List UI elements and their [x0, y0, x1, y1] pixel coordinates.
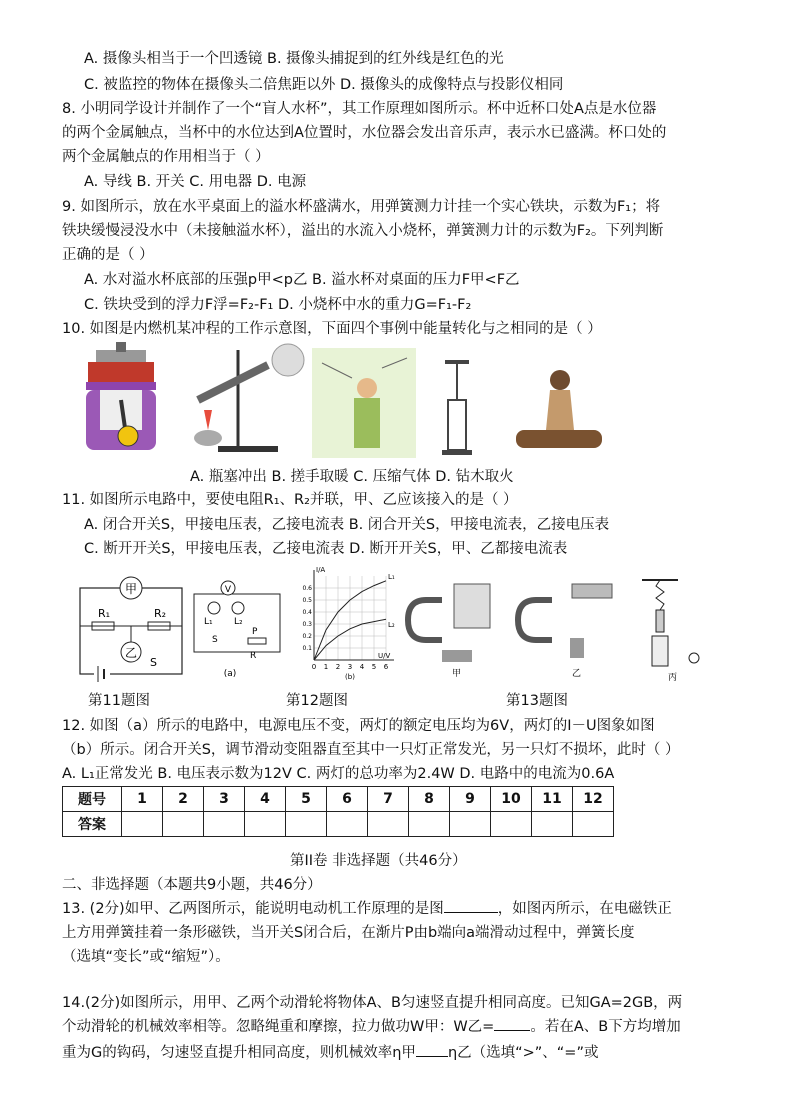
answer-cell[interactable] — [450, 812, 491, 837]
y-tick-label: 0.5 — [302, 597, 312, 604]
q9-option-cd: C. 铁块受到的浮力F浮=F₂-F₁ D. 小烧杯中水的重力G=F₁-F₂ — [84, 297, 472, 313]
r1-label: R₁ — [98, 607, 111, 620]
fig13-jia — [402, 580, 502, 680]
q9-stem-1: 9. 如图所示，放在水平桌面上的溢水杯盛满水，用弹簧测力计挂一个实心铁块，示数为F₁；将 — [62, 199, 661, 215]
answer-table-num: 5 — [286, 787, 327, 812]
q11-option-cd: C. 断开开关S，甲接电压表，乙接电流表 D. 断开开关S，甲、乙都接电流表 — [84, 541, 568, 557]
x-tick-label: 3 — [347, 663, 353, 671]
bottle-cork-figure — [178, 340, 308, 458]
answer-table-num: 10 — [491, 787, 532, 812]
q12-stem-1: 12. 如图（a）所示的电路中，电源电压不变，两灯的额定电压均为6V，两灯的I－U图象如图 — [62, 718, 655, 734]
x-tick-label: 5 — [371, 663, 377, 671]
series-label-1: L₁ — [388, 572, 395, 581]
q11-option-ab: A. 闭合开关S，甲接电压表，乙接电流表 B. 闭合开关S，甲接电流表，乙接电压表 — [84, 517, 610, 533]
fig13-yi-label: 乙 — [572, 669, 582, 679]
q12-stem-2: （b）所示。闭合开关S，调节滑动变阻器直至其中一只灯正常发光，另一只灯不损坏，此时（ ） — [62, 742, 680, 758]
voltmeter-label: V — [224, 585, 232, 595]
switch-s-label: S — [150, 656, 157, 669]
answer-table-num: 11 — [532, 787, 573, 812]
q8-options: A. 导线 B. 开关 C. 用电器 D. 电源 — [84, 174, 307, 190]
section2-heading: 二、非选择题（本题共9小题，共46分） — [62, 877, 322, 893]
p-label: P — [252, 627, 258, 637]
fig13-caption: 第13题图 — [506, 693, 568, 709]
rubbing-hands-figure — [312, 348, 416, 458]
q13-stem-2: 上方用弹簧挂着一条形磁铁，当开关S闭合后，在渐片P由b端向a端滑动过程中，弹簧长度 — [62, 925, 635, 941]
q14-blank-1[interactable] — [494, 1030, 530, 1031]
y-tick-label: 0.1 — [302, 645, 312, 652]
q14-stem-2 — [62, 1016, 681, 1038]
x-tick-label: 1 — [323, 663, 329, 671]
y-tick-label: 0.4 — [302, 609, 312, 616]
q14-text-d: η乙（选填“>”、“=”或 — [447, 1045, 599, 1061]
answer-cell[interactable] — [409, 812, 450, 837]
q14-text-b: 。若在A、B下方均增加 — [530, 1019, 681, 1035]
x-axis-label: U/V — [378, 652, 391, 660]
l1-label: L₁ — [204, 617, 213, 627]
answer-cell[interactable] — [163, 812, 204, 837]
answer-table-num: 3 — [204, 787, 245, 812]
answer-table-num: 8 — [409, 787, 450, 812]
fig13-yi — [512, 580, 622, 680]
q10-stem: 10. 如图是内燃机某冲程的工作示意图，下面四个事例中能量转化与之相同的是（ ） — [62, 321, 602, 337]
x-tick-label: 2 — [335, 663, 341, 671]
q14-text-c: 重为G的钩码，匀速竖直提升相同高度，则机械效率η甲 — [62, 1045, 416, 1061]
y-tick-label: 0.2 — [302, 633, 312, 640]
x-tick-label: 6 — [383, 663, 389, 671]
answer-cell[interactable] — [245, 812, 286, 837]
answer-cell[interactable] — [573, 812, 614, 837]
y-tick-label: 0.6 — [302, 585, 312, 592]
answer-cell[interactable] — [286, 812, 327, 837]
answer-table-num: 4 — [245, 787, 286, 812]
q8-stem-1: 8. 小明同学设计并制作了一个“盲人水杯”，其工作原理如图所示。杯中近杯口处A点是水位器 — [62, 101, 657, 117]
fig13-bing-label: 丙 — [668, 673, 678, 683]
q7-option-ab: A. 摄像头相当于一个凹透镜 B. 摄像头捕捉到的红外线是红色的光 — [84, 51, 504, 67]
meter-jia-label: 甲 — [124, 582, 138, 596]
q8-stem-2: 的两个金属触点，当杯中的水位达到A位置时，水位器会发出音乐声，表示水已盛满。杯口处的 — [62, 125, 667, 141]
q14-stem-1: 14.(2分)如图所示，用甲、乙两个动滑轮将物体A、B匀速竖直提升相同高度。已知GA=2GB，两 — [62, 995, 683, 1011]
engine-stroke-figure — [76, 340, 166, 458]
fig12b-chart — [296, 562, 406, 680]
chart-sublabel: (b) — [345, 673, 355, 680]
part2-title: 第II卷 非选择题（共46分） — [290, 853, 467, 869]
q13-text-a: 13. (2分)如甲、乙两图所示，能说明电动机工作原理的是图 — [62, 901, 444, 917]
r-label: R — [250, 651, 257, 661]
answer-table-answer-row — [63, 812, 614, 837]
q13-stem-1 — [62, 898, 672, 920]
answer-cell[interactable] — [491, 812, 532, 837]
x-tick-label: 4 — [359, 663, 365, 671]
q14-blank-2[interactable] — [416, 1056, 448, 1057]
answer-cell[interactable] — [368, 812, 409, 837]
fig13-bing — [638, 576, 712, 684]
drilling-wood-figure — [510, 360, 606, 458]
s-label: S — [212, 635, 218, 645]
y-tick-label: 0.3 — [302, 621, 312, 628]
answer-table-answer-label: 答案 — [63, 812, 122, 837]
answer-cell[interactable] — [532, 812, 573, 837]
answer-table-head-label: 题号 — [63, 787, 122, 812]
q13-stem-3: （选填“变长”或“缩短”）。 — [62, 949, 230, 965]
fig12a-circuit — [190, 578, 286, 678]
fig12a-sublabel: (a) — [223, 669, 237, 678]
answer-table-num: 12 — [573, 787, 614, 812]
fig12-caption: 第12题图 — [286, 693, 348, 709]
r2-label: R₂ — [154, 607, 167, 620]
answer-table-head-row — [63, 787, 614, 812]
q13-blank-1[interactable] — [444, 912, 498, 913]
q7-option-cd: C. 被监控的物体在摄像头二倍焦距以外 D. 摄像头的成像特点与投影仪相同 — [84, 77, 564, 93]
fig11-circuit — [76, 570, 188, 682]
q12-options: A. L₁正常发光 B. 电压表示数为12V C. 两灯的总功率为2.4W D. 电路中的电流为0.6A — [62, 766, 615, 782]
answer-cell[interactable] — [327, 812, 368, 837]
answer-cell[interactable] — [122, 812, 163, 837]
y-axis-label: I/A — [316, 566, 326, 574]
q9-option-ab: A. 水对溢水杯底部的压强p甲<p乙 B. 溢水杯对桌面的压力F甲<F乙 — [84, 272, 520, 288]
answer-table-num: 9 — [450, 787, 491, 812]
q9-stem-2: 铁块缓慢浸没水中（未接触溢水杯），溢出的水流入小烧杯，弹簧测力计的示数为F₂。下列判断 — [62, 223, 664, 239]
l2-label: L₂ — [234, 617, 243, 627]
q14-text-a: 个动滑轮的机械效率相等。忽略绳重和摩擦，拉力做功W甲：W乙= — [62, 1019, 495, 1035]
answer-cell[interactable] — [204, 812, 245, 837]
fig13-jia-label: 甲 — [452, 669, 462, 679]
q14-stem-3 — [62, 1042, 598, 1064]
answer-table-num: 6 — [327, 787, 368, 812]
series-label-2: L₂ — [388, 621, 395, 630]
q9-stem-3: 正确的是（ ） — [62, 247, 154, 263]
x-tick-label: 0 — [311, 663, 317, 671]
q11-stem: 11. 如图所示电路中，要使电阻R₁、R₂并联，甲、乙应该接入的是（ ） — [62, 492, 518, 508]
answer-table-num: 1 — [122, 787, 163, 812]
answer-table — [62, 786, 614, 837]
q10-options: A. 瓶塞冲出 B. 搓手取暖 C. 压缩气体 D. 钻木取火 — [190, 469, 514, 485]
fig11-caption: 第11题图 — [88, 693, 150, 709]
meter-yi-label: 乙 — [124, 646, 138, 660]
q8-stem-3: 两个金属触点的作用相当于（ ） — [62, 149, 270, 165]
answer-table-num: 2 — [163, 787, 204, 812]
air-compression-figure — [440, 360, 474, 458]
answer-table-num: 7 — [368, 787, 409, 812]
q13-text-b: ，如图丙所示，在电磁铁正 — [497, 901, 672, 917]
